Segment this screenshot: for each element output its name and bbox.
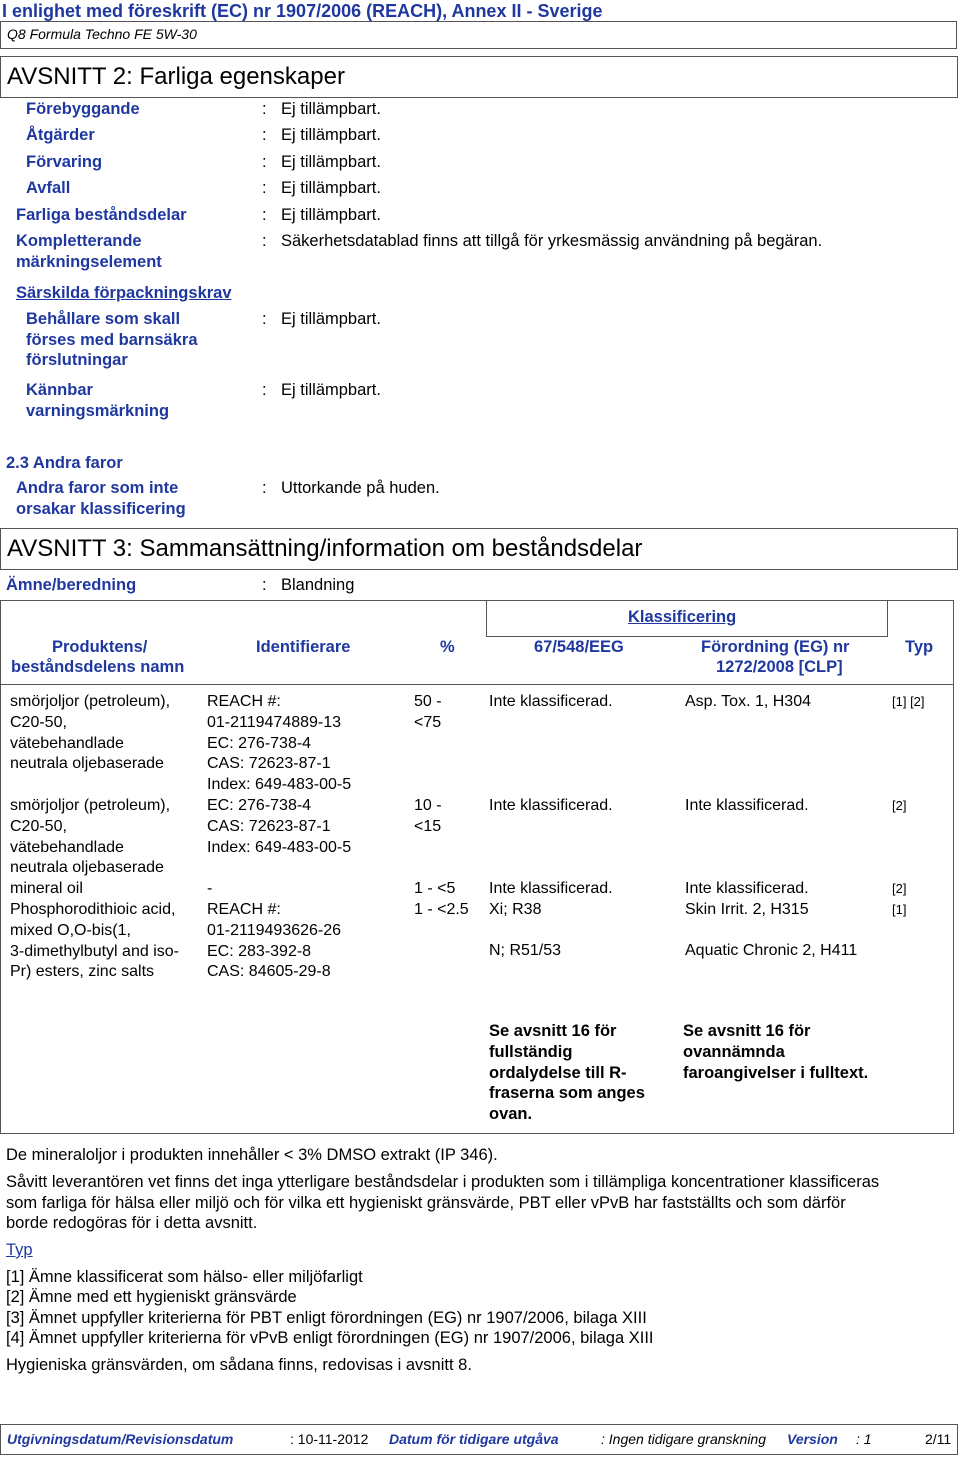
foot-clp-2: ovannämnda: [683, 1042, 785, 1061]
row2-name-4: neutrala oljebaserade: [10, 859, 164, 877]
table-row: [10, 900, 179, 983]
colon: :: [262, 179, 267, 197]
row2-pct-1: 10 -: [414, 797, 442, 814]
label-hazardous-ingredients: Farliga beståndsdelar: [16, 206, 187, 224]
row3-clp: Inte klassificerad.: [685, 880, 809, 897]
label-storage: Förvaring: [26, 153, 103, 171]
label-substance-mixture: Ämne/beredning: [6, 576, 137, 594]
row1-id-1: REACH #:: [207, 693, 281, 710]
label-other-hazards-2: orsakar klassificering: [16, 500, 186, 518]
note-supplier-3: borde redogöras för i detta avsnitt.: [6, 1214, 258, 1232]
row3-name: mineral oil: [10, 880, 83, 897]
colon: :: [262, 206, 267, 224]
row1-type: [1] [2]: [892, 694, 925, 709]
section-2-heading: AVSNITT 2: Farliga egenskaper: [0, 56, 958, 98]
footer-version-value: : 1: [856, 1431, 872, 1447]
foot-eeg-3: ordalydelse till R-: [489, 1063, 627, 1082]
footer-version-label: Version: [787, 1431, 838, 1447]
footer-previous-date-value: : Ingen tidigare granskning: [601, 1431, 766, 1447]
value-storage: Ej tillämpbart.: [281, 153, 381, 171]
label-tactile-warning-1: Kännbar: [26, 381, 93, 399]
row4-clp-1: Skin Irrit. 2, H315: [685, 901, 809, 918]
section-3-heading: AVSNITT 3: Sammansättning/information om beståndsdelar: [0, 528, 958, 570]
type-item-2: [2] Ämne med ett hygieniskt gränsvärde: [6, 1288, 297, 1306]
label-child-resistant-3: förslutningar: [26, 351, 128, 369]
row4-percent: 1 - <2.5: [414, 901, 469, 918]
row4-id-3: EC: 283-392-8: [207, 942, 312, 960]
row4-identifier: [207, 900, 341, 983]
table-header-identifier: Identifierare: [256, 638, 351, 656]
table-footnote-clp: [683, 1021, 868, 1083]
table-header-clp-1: Förordning (EG) nr: [701, 638, 850, 656]
type-heading: Typ: [6, 1241, 33, 1259]
row2-name-1: smörjoljor (petroleum),: [10, 797, 171, 814]
foot-eeg-4: fraserna som anges: [489, 1084, 645, 1103]
value-child-resistant: Ej tillämpbart.: [281, 310, 381, 328]
product-name-box: [0, 21, 957, 49]
value-substance-mixture: Blandning: [281, 576, 355, 594]
label-child-resistant-1: Behållare som skall: [26, 310, 181, 328]
type-item-3: [3] Ämnet uppfyller kriterierna för PBT enligt förordningen (EG) nr 1907/2006, bilaga XIII: [6, 1309, 647, 1327]
table-footnote-eeg: [489, 1021, 645, 1125]
row4-id-4: CAS: 84605-29-8: [207, 963, 331, 981]
row1-id-3: EC: 276-738-4: [207, 734, 312, 752]
row4-eeg-2: N; R51/53: [489, 942, 562, 959]
colon: :: [262, 153, 267, 171]
row1-name-3: vätebehandlade: [10, 734, 124, 752]
value-prevention: Ej tillämpbart.: [281, 100, 381, 118]
colon: :: [262, 479, 267, 497]
foot-eeg-2: fullständig: [489, 1042, 573, 1061]
row2-id-3: Index: 649-483-00-5: [207, 838, 352, 856]
row3-percent: 1 - <5: [414, 880, 456, 897]
row1-pct-2: <75: [414, 713, 442, 731]
row1-id-4: CAS: 72623-87-1: [207, 755, 331, 773]
row1-name-1: smörjoljor (petroleum),: [10, 693, 171, 710]
row4-name-1: Phosphorodithioic acid,: [10, 901, 176, 918]
row1-clp: Asp. Tox. 1, H304: [685, 693, 811, 710]
table-header-name-2: beståndsdelens namn: [11, 658, 185, 676]
table-row: [10, 796, 170, 879]
footer-bar: [0, 1424, 958, 1455]
label-supplemental-label-2: märkningselement: [16, 253, 162, 271]
row1-pct-1: 50 -: [414, 693, 442, 710]
foot-clp-3: faroangivelser i fulltext.: [683, 1063, 869, 1082]
note-hygiene-limits: Hygieniska gränsvärden, om sådana finns, redovisas i avsnitt 8.: [6, 1356, 472, 1374]
label-disposal: Avfall: [26, 179, 71, 197]
row4-name-3: 3-dimethylbutyl and iso-: [10, 942, 179, 960]
product-name: Q8 Formula Techno FE 5W-30: [7, 26, 197, 42]
row1-name-2: C20-50,: [10, 713, 67, 731]
row2-type: [2]: [892, 798, 907, 813]
table-row: [10, 692, 170, 775]
row2-name-2: C20-50,: [10, 817, 67, 835]
type-item-1: [1] Ämne klassificerat som hälso- eller miljöfarligt: [6, 1268, 363, 1286]
value-hazardous-ingredients: Ej tillämpbart.: [281, 206, 381, 224]
value-supplemental-label: Säkerhetsdatablad finns att tillgå för yrkesmässig användning på begäran.: [281, 232, 823, 250]
note-supplier-1: Såvitt leverantören vet finns det inga ytterligare beståndsdelar i produkten som i tillämpliga koncentrationer klassificeras: [6, 1173, 880, 1191]
row2-name-3: vätebehandlade: [10, 838, 124, 856]
colon: :: [262, 310, 267, 328]
table-header-type: Typ: [905, 638, 934, 656]
value-disposal: Ej tillämpbart.: [281, 179, 381, 197]
row4-type: [1]: [892, 902, 907, 917]
footer-issue-date-label: Utgivningsdatum/Revisionsdatum: [7, 1431, 234, 1447]
label-child-resistant-2: förses med barnsäkra: [26, 331, 198, 349]
colon: :: [262, 100, 267, 118]
table-header-eeg: 67/548/EEG: [534, 638, 624, 656]
table-header-classification: Klassificering: [628, 608, 737, 626]
note-supplier-2: som farliga för hälsa eller miljö och för vilka ett hygieniskt gränsvärde, PBT eller vPvB har fastställts och som därför: [6, 1194, 846, 1212]
row2-eeg: Inte klassificerad.: [489, 797, 613, 814]
row1-id-2: 01-2119474889-13: [207, 713, 342, 731]
label-response: Åtgärder: [26, 126, 95, 144]
row4-eeg-1: Xi; R38: [489, 901, 542, 918]
label-other-hazards-1: Andra faror som inte: [16, 479, 179, 497]
colon: :: [262, 232, 267, 250]
row1-identifier: [207, 692, 351, 796]
colon: :: [262, 381, 267, 399]
colon: :: [262, 576, 267, 594]
row2-id-2: CAS: 72623-87-1: [207, 817, 331, 835]
row3-identifier: -: [207, 880, 213, 897]
row4-name-4: Pr) esters, zinc salts: [10, 963, 155, 981]
row2-identifier: [207, 796, 351, 858]
row4-id-2: 01-2119493626-26: [207, 921, 342, 939]
row1-eeg: Inte klassificerad.: [489, 693, 613, 710]
other-hazards-heading: 2.3 Andra faror: [6, 454, 123, 472]
document-title: I enlighet med föreskrift (EC) nr 1907/2006 (REACH), Annex II - Sverige: [2, 1, 603, 21]
value-tactile-warning: Ej tillämpbart.: [281, 381, 381, 399]
footer-page-number: 2/11: [925, 1431, 952, 1447]
table-header-percent: %: [440, 638, 455, 656]
foot-eeg-5: ovan.: [489, 1105, 533, 1124]
foot-eeg-1: Se avsnitt 16 för: [489, 1022, 617, 1040]
row2-pct-2: <15: [414, 817, 442, 835]
type-item-4: [4] Ämnet uppfyller kriterierna för vPvB enligt förordningen (EG) nr 1907/2006, bilaga XIII: [6, 1329, 654, 1347]
label-tactile-warning-2: varningsmärkning: [26, 402, 170, 420]
foot-clp-1: Se avsnitt 16 för: [683, 1022, 811, 1040]
packaging-heading: Särskilda förpackningskrav: [16, 284, 232, 302]
footer-previous-date-label: Datum för tidigare utgåva: [389, 1431, 559, 1447]
label-prevention: Förebyggande: [26, 100, 140, 118]
row1-percent: [414, 692, 442, 734]
table-header-name-1: Produktens/: [52, 638, 148, 656]
row2-id-1: EC: 276-738-4: [207, 797, 312, 814]
value-other-hazards: Uttorkande på huden.: [281, 479, 440, 497]
note-mineral-oil: De mineraloljor i produkten innehåller < 3% DMSO extrakt (IP 346).: [6, 1146, 498, 1164]
row1-id-5: Index: 649-483-00-5: [207, 776, 352, 794]
row3-eeg: Inte klassificerad.: [489, 880, 613, 897]
footer-issue-date-value: : 10-11-2012: [290, 1431, 369, 1447]
row4-name-2: mixed O,O-bis(1,: [10, 921, 131, 939]
row3-type: [2]: [892, 881, 907, 896]
value-response: Ej tillämpbart.: [281, 126, 381, 144]
table-header-clp-2: 1272/2008 [CLP]: [716, 658, 843, 676]
label-supplemental-label-1: Kompletterande: [16, 232, 142, 250]
row4-id-1: REACH #:: [207, 901, 281, 918]
row1-name-4: neutrala oljebaserade: [10, 755, 164, 773]
row2-clp: Inte klassificerad.: [685, 797, 809, 814]
colon: :: [262, 126, 267, 144]
row2-percent: [414, 796, 442, 838]
row4-clp-2: Aquatic Chronic 2, H411: [685, 942, 858, 959]
